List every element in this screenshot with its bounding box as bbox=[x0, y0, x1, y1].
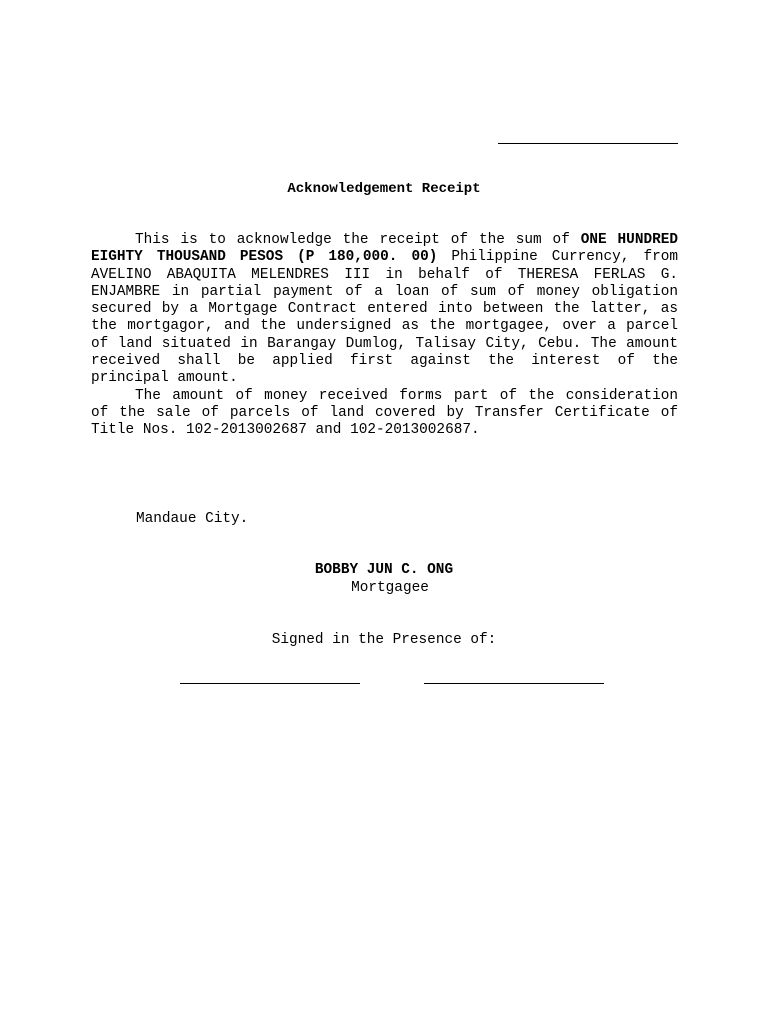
amount-text: ONE HUNDRED EIGHTY THOUSAND PESOS (P 180,000. 00) bbox=[91, 232, 679, 266]
signatory-name: BOBBY JUN C. ONG bbox=[314, 562, 454, 578]
paragraph-2: The amount of money received forms part of the consideration of the sale of parcels of land covered by Transfer Certificate of Title Nos. 102-2013002687 and 102-2013002687. bbox=[91, 387, 678, 439]
paragraph-1 bbox=[91, 232, 678, 388]
signatory-role: Mortgagee bbox=[351, 580, 429, 596]
document-body bbox=[91, 232, 678, 440]
paragraph-1-intro: This is to acknowledge the receipt of the sum of bbox=[135, 232, 570, 248]
witness-signature-line-2 bbox=[424, 683, 604, 684]
date-signature-line bbox=[498, 143, 678, 144]
signatory-block bbox=[0, 561, 768, 597]
paragraph-1-rest: Philippine Currency, from AVELINO ABAQUITA MELENDRES III in behalf of THERESA FERLAS G. ENJAMBRE in partial payment of a loan of sum of money obligation secured by a Mortgage Contract entered into between the latter, as the mortgagor, and the undersigned as the mortgagee, over a parcel of land situated in Barangay Dumlog, Talisay City, Cebu. The amount received shall be applied first against the interest of the principal amount. bbox=[91, 249, 679, 387]
document-title: Acknowledgement Receipt bbox=[287, 181, 481, 197]
witness-signature-line-1 bbox=[180, 683, 360, 684]
place-text: Mandaue City. bbox=[136, 511, 249, 527]
witness-label: Signed in the Presence of: bbox=[271, 632, 497, 648]
